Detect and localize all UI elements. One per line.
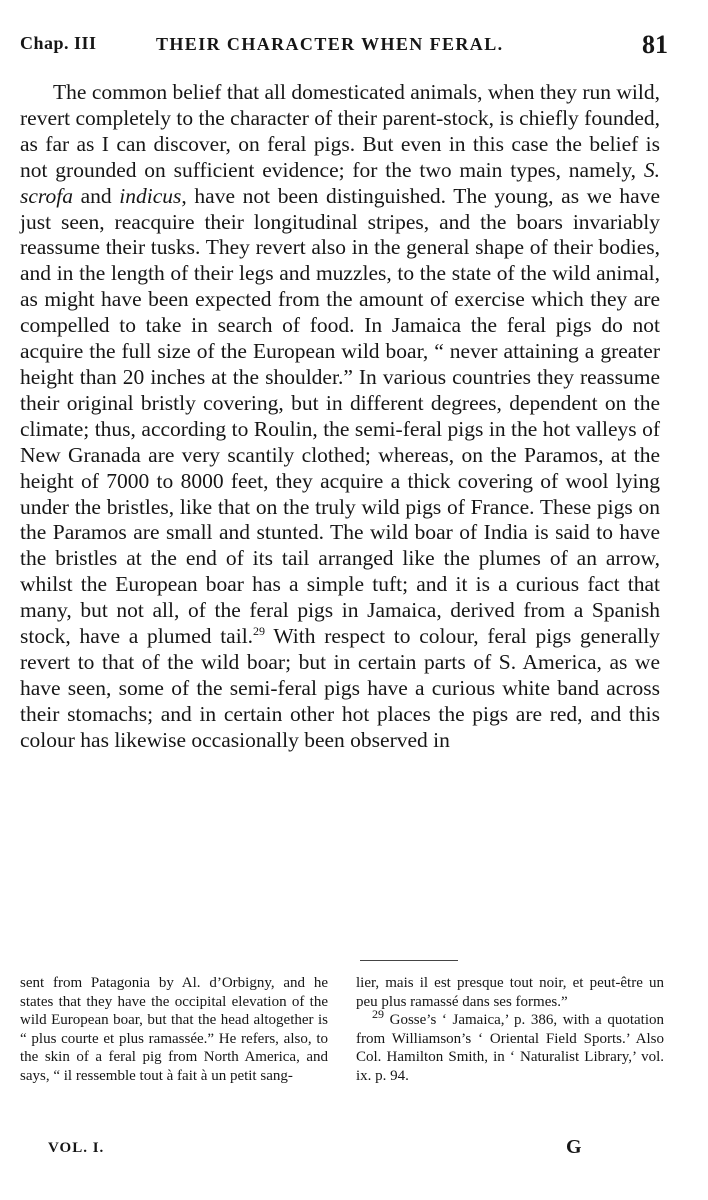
footnote-29 — [356, 1007, 664, 1085]
body-text-1: The common belief that all domesticated animals, when they run wild, revert completely to the character of their parent-stock, is chiefly founded, as far as I can discover, on feral pigs. But even in this case the belief is not grounded on sufficient evidence; for the two main types, namely, — [20, 80, 660, 182]
body-text-3: , have not been distinguished. The young, as we have just seen, reacquire their longitudinal stripes, and the boars invariably reassume their tusks. They revert also in the general shape of their bodies, and in the length of their legs and muzzles, to the state of the wild animal, as might have been expected from the amount of exercise which they are compelled to take in search of food. In Jamaica the feral pigs do not acquire the full size of the European wild boar, “ never attaining a greater height than 20 inches at the shoulder.” In various countries they reassume their original bristly covering, but in different degrees, dependent on the climate; thus, according to Roulin, the semi-feral pigs in the hot valleys of New Granada are very scantily clothed; whereas, on the Paramos, at the height of 7000 to 8000 feet, they acquire a thick covering of wool lying under the bristles, like that on the truly wild pigs of France. These pigs on the Paramos are small and stunted. The wild boar of India is said to have the bristles at the end of its tail arranged like the plumes of an arrow, whilst the European boar has a simple tuft; and it is a curious fact that many, but not all, of the feral pigs in Jamaica, derived from a Spanish stock, have a plumed tail. — [20, 183, 661, 649]
chapter-label: Chap. III — [20, 33, 97, 53]
main-text — [20, 80, 660, 754]
italic-species-scrofa: S. scrofa — [20, 157, 660, 208]
running-head — [20, 30, 668, 60]
body-text-4: With respect to colour, feral pigs generally revert to that of the wild boar; but in certain parts of S. America, as we have seen, some of the semi-feral pigs have a curious white band across their stomachs; and in certain other hot places the pigs are red, and this colour has likewise occasionally been observed in — [20, 624, 660, 752]
footnote-column-right — [356, 974, 664, 1086]
body-text-2: and — [72, 183, 120, 208]
volume-label: VOL. I. — [48, 1140, 105, 1156]
footnote-29-text: Gosse’s ‘ Jamaica,’ p. 386, with a quotation from Williamson’s ‘ Oriental Field Sports.’ Also Col. Hamilton Smith, in ‘ Naturalist Library,’ vol. ix. p. 94. — [356, 1012, 664, 1084]
body-paragraph — [20, 80, 660, 754]
page-footer — [48, 1136, 608, 1170]
footnote-continuation: sent from Patagonia by Al. d’Orbigny, and he states that they have the occipital elevation of the wild European boar, but that the head altogether is “ plus courte et plus ramassée.” He refers, also, to the skin of a feral pig from North America, and says, “ il ressemble tout à fait à un petit sang- — [20, 975, 328, 1084]
signature-mark: G — [566, 1136, 582, 1158]
italic-species-indicus: indicus — [119, 183, 182, 208]
page-number: 81 — [642, 30, 668, 59]
footnote-continuation-end: lier, mais il est presque tout noir, et peut-être un peu plus ramassé dans ses formes.” — [356, 975, 664, 1010]
footnote-29-number: 29 — [372, 1007, 384, 1022]
footnote-reference: 29 — [253, 623, 266, 638]
footnote-column-left — [20, 974, 328, 1086]
running-title: THEIR CHARACTER WHEN FERAL. — [156, 34, 504, 54]
footnote-divider — [360, 960, 458, 961]
